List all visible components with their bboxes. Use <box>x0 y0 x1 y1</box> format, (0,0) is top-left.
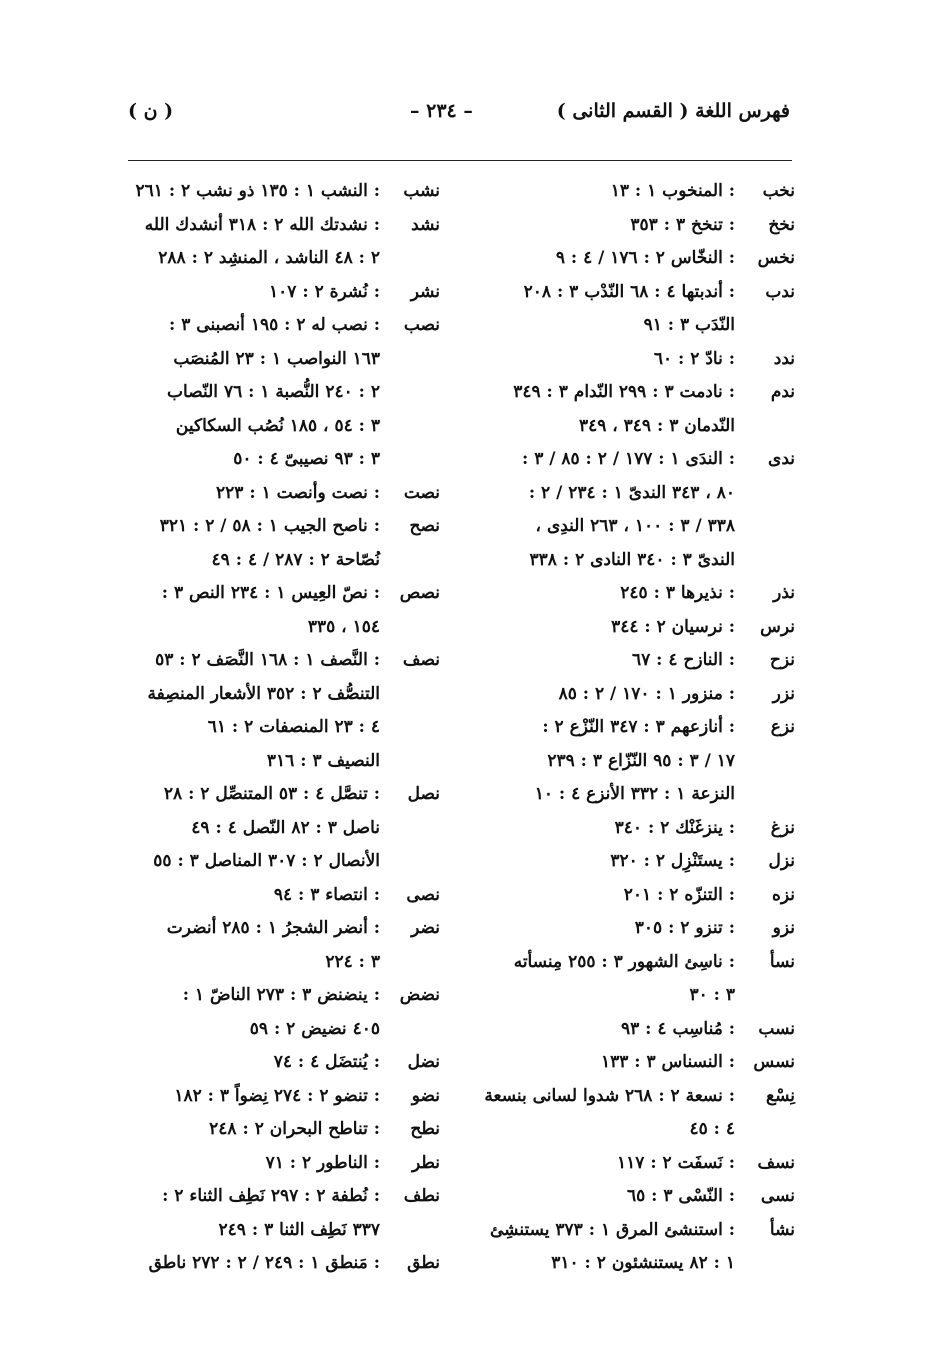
entry-root: نخخ <box>768 214 795 235</box>
index-entry <box>135 879 440 913</box>
entry-line: : مُناسِب ٤ : ٩٣ <box>621 1018 735 1039</box>
section-letter: ( ن ) <box>128 100 174 122</box>
entry-root: نزو <box>772 918 795 938</box>
entry-line: النّدمان ٣ : ٣٤٩ ، ٣٤٩ <box>578 415 735 436</box>
entry-line: ناصل ٣ : ٨٢ النّصل ٤ : ٤٩ <box>191 817 380 838</box>
entry-references <box>490 611 735 645</box>
entry-root: نصب <box>403 315 440 335</box>
index-entry <box>135 209 440 276</box>
entry-root: نسف <box>757 1152 795 1173</box>
entry-line: ٤٠٥ نضيض ٢ : ٥٩ <box>249 1018 380 1039</box>
entry-root: نضض <box>399 985 440 1005</box>
entry-references <box>490 912 735 946</box>
entry-line: ٤ : ٤٥ <box>689 1119 735 1139</box>
entry-line: : منزور ١ : ١٧٠ / ٢ : ٨٥ <box>558 683 735 704</box>
entry-line: الندىّ ٣ : ٣٤٠ النادى ٢ : ٣٣٨ <box>529 549 735 570</box>
entry-root: نسى <box>760 1186 795 1206</box>
entry-line: : تنضو ٢ : ٢٧٤ نِضواً ٣ : ١٨٢ <box>174 1085 380 1106</box>
entry-root: نسأ <box>769 951 795 972</box>
index-entry <box>490 912 795 946</box>
index-entry <box>490 443 795 577</box>
index-entry <box>135 577 440 644</box>
entry-line: : الناطور ٢ : ٧١ <box>265 1152 380 1173</box>
entry-root: نضو <box>411 1085 440 1106</box>
entry-line: : نُطفة ٢ : ٢٩٧ نَطِف الثناء ٢ : <box>162 1186 380 1206</box>
index-entry <box>490 845 795 879</box>
entry-root: نذر <box>773 583 795 603</box>
entry-line: : نصّ العِيس ١ : ٢٣٤ النص ٣ : <box>161 583 380 603</box>
index-title: فهرس اللغة ( القسم الثانى ) <box>556 100 790 122</box>
index-entry <box>135 309 440 477</box>
entry-line: : النشب ١ : ١٣٥ ذو نشب ٢ : ٢٦١ <box>135 181 380 201</box>
entry-root: ندم <box>770 382 795 402</box>
entry-references <box>135 1147 380 1181</box>
index-entry <box>135 644 440 778</box>
entry-line: : نصت وأنصت ١ : ٢٢٣ <box>216 482 380 503</box>
entry-line: : أنازعهم ٣ : ٣٤٧ النّزْع ٢ : <box>542 717 735 737</box>
entry-line: : النسناس ٣ : ١٣٣ <box>600 1052 735 1072</box>
entry-line: ٣ : ٥٤ ، ١٨٥ نُصُب السكاكين <box>175 415 380 436</box>
entry-references <box>490 276 735 343</box>
entry-references <box>490 1180 735 1214</box>
entry-line: النصيف ٣ : ٣١٦ <box>266 750 380 771</box>
index-entry <box>490 209 795 243</box>
entry-references <box>135 1046 380 1080</box>
entry-references <box>135 912 380 979</box>
entry-line: نُصّاحة ٢ : ٢٨٧ / ٤ : ٤٩ <box>211 549 380 570</box>
index-entry <box>135 778 440 879</box>
index-entry <box>490 276 795 343</box>
entry-line: : ناسِئ الشهور ٣ : ٢٥٥ مِنسأته <box>513 951 735 972</box>
entry-line: التنصُّف ٢ : ٣٥٢ الأشعار المنصِفة <box>147 683 380 704</box>
entry-root: نضر <box>411 918 440 938</box>
entry-line: : تنزو ٢ : ٣٠٥ <box>634 918 735 938</box>
entry-references <box>490 678 735 712</box>
entry-root: نسب <box>758 1018 795 1039</box>
index-entry <box>490 946 795 1013</box>
entry-line: ٤ : ٢٣ المنصفات ٢ : ٦١ <box>207 717 380 737</box>
entry-root: نِسْع <box>766 1085 795 1106</box>
entry-root: نصح <box>409 516 440 536</box>
entry-line: : النَّصف ١ : ١٦٨ النَّصَف ٢ : ٥٣ <box>155 650 380 670</box>
index-entry <box>490 1046 795 1080</box>
entry-references <box>490 175 735 209</box>
index-entry <box>490 879 795 913</box>
index-entry <box>135 1080 440 1114</box>
entry-root: نطر <box>411 1152 440 1173</box>
left-column <box>135 175 440 1281</box>
index-entry <box>490 343 795 377</box>
entry-line: : المنخوب ١ : ١٣ <box>610 181 735 201</box>
index-entry <box>490 644 795 678</box>
entry-line: : مَنطق ١ : ٢٤٩ / ٢ : ٢٧٢ ناطق <box>148 1253 380 1273</box>
entry-references <box>135 510 380 577</box>
index-entry <box>135 276 440 310</box>
entry-references <box>490 946 735 1013</box>
entry-root: نزع <box>770 717 795 737</box>
index-entry <box>135 1147 440 1181</box>
page-number: – ٢٣٤ – <box>410 100 473 122</box>
index-entry <box>490 1214 795 1281</box>
right-column <box>484 175 795 1281</box>
entry-references <box>490 209 735 243</box>
entry-line: : النازح ٤ : ٦٧ <box>631 650 735 670</box>
entry-line: : يستَنْزِل ٢ : ٣٢٠ <box>610 851 735 871</box>
entry-root: نصى <box>406 884 440 905</box>
entry-line: : ينضنض ٣ : ٢٧٣ الناضّ ١ : <box>182 985 380 1005</box>
entry-root: ندد <box>773 348 795 369</box>
entry-references <box>490 443 735 577</box>
entry-root: نطح <box>410 1119 440 1139</box>
entry-line: ٣٣٧ نَطِف الثنا ٣ : ٢٤٩ <box>218 1219 380 1240</box>
entry-line: : تنصَّل ٤ : ٥٣ المتنصِّل ٢ : ٢٨ <box>163 784 380 804</box>
entry-root: نزر <box>772 683 795 704</box>
entry-line: : النخّاس ٢ : ١٧٦ / ٤ : ٩ <box>555 248 735 268</box>
index-entry <box>135 979 440 1046</box>
entry-references <box>490 1013 735 1047</box>
index-entry <box>135 1180 440 1247</box>
entry-root: نشأ <box>769 1219 795 1240</box>
entry-references <box>135 477 380 511</box>
entry-root: نطق <box>407 1253 440 1273</box>
entry-references <box>490 812 735 846</box>
entry-root: نصص <box>399 583 440 603</box>
entry-references <box>490 845 735 879</box>
entry-root: نزح <box>769 650 795 670</box>
entry-references <box>490 577 735 611</box>
index-entry <box>490 1147 795 1181</box>
entry-root: نصف <box>402 650 440 670</box>
entry-line: : ينزغَنْك ٢ : ٣٤٠ <box>614 817 735 838</box>
entry-references <box>490 376 735 443</box>
entry-references <box>135 309 380 477</box>
entry-root: نزه <box>771 884 795 905</box>
entry-root: نرس <box>760 616 795 637</box>
index-entry <box>135 510 440 577</box>
entry-root: نزل <box>768 851 795 871</box>
index-entry <box>135 175 440 209</box>
entry-line: ٣٣٨ / ٣ : ١٠٠ ، ٢٦٣ الندِى ، <box>535 516 735 536</box>
entry-line: ٣ : ٣٠ <box>689 985 735 1005</box>
entry-line: : تنخخ ٣ : ٣٥٣ <box>630 214 735 235</box>
entry-line: : أنضر الشجرُ ١ : ٢٨٥ أنضرت <box>166 918 380 938</box>
entry-line: ١ : ٨٢ يستنشئون ٢ : ٣١٠ <box>551 1253 735 1273</box>
entry-references <box>490 1214 735 1281</box>
entry-references <box>135 175 380 209</box>
entry-line: : التنزّه ٢ : ٢٠١ <box>623 884 735 905</box>
entry-line: : تناطح البحران ٢ : ٢٤٨ <box>209 1119 380 1139</box>
entry-references <box>490 1147 735 1181</box>
entry-line: النزعة ١ : ٣٣٢ الأنزع ٤ : ١٠ <box>534 784 735 804</box>
entry-root: ندى <box>768 449 795 469</box>
page-header <box>120 100 800 132</box>
entry-references <box>135 778 380 879</box>
index-entry <box>490 611 795 645</box>
entry-line: ٣ : ٩٣ نصيبىّ ٤ : ٥٠ <box>233 449 380 469</box>
entry-root: نطف <box>403 1186 440 1206</box>
entry-root: نخس <box>757 248 795 268</box>
entry-line: ٣ : ٢٢٤ <box>325 951 380 972</box>
entry-references <box>490 711 735 812</box>
entry-references <box>135 979 380 1046</box>
entry-references <box>135 209 380 276</box>
entry-references <box>135 276 380 310</box>
entry-line: ٢ : ٢٤٠ النُّصبة ١ : ٧٦ النّصاب <box>167 382 380 402</box>
entry-line: ١٦٣ النواصب ١ : ٢٣ المُنصَب <box>173 348 380 369</box>
entry-line: : أندبتها ٤ : ٦٨ النّدْب ٣ : ٢٠٨ <box>523 281 735 302</box>
index-entry <box>135 477 440 511</box>
entry-line: : استنشئ المرق ١ : ٣٧٣ يستنشِئ <box>490 1219 735 1240</box>
entry-line: : يُنتضَل ٤ : ٧٤ <box>273 1052 380 1072</box>
header-rule <box>128 160 792 161</box>
index-entry <box>490 175 795 209</box>
entry-line: الأنصال ٢ : ٣٠٧ المناصل ٣ : ٥٥ <box>153 851 380 871</box>
entry-line: ١٥٤ ، ٣٣٥ <box>307 616 380 637</box>
entry-references <box>135 1247 380 1281</box>
entry-references <box>135 644 380 778</box>
index-entry <box>484 1080 795 1147</box>
entry-line: : انتصاء ٣ : ٩٤ <box>273 884 380 905</box>
index-entry <box>490 1013 795 1047</box>
entry-references <box>135 1113 380 1147</box>
entry-line: ٨٠ ، ٣٤٣ الندىّ ١ : ٢٣٤ / ٢ : <box>528 482 735 503</box>
entry-line: ٢ : ٤٨ الناشد ، المنشِد ٢ : ٢٨٨ <box>158 248 380 268</box>
entry-line: : نشدتك الله ٢ : ٣١٨ أنشدك الله <box>144 214 380 235</box>
entry-references <box>484 1080 735 1147</box>
entry-line: : نادّ ٢ : ٦٠ <box>653 348 735 369</box>
entry-root: نسس <box>753 1052 795 1072</box>
entry-line: : نذيرها ٣ : ٢٤٥ <box>620 583 735 603</box>
index-entry <box>490 711 795 812</box>
entry-references <box>135 1180 380 1247</box>
entry-references <box>135 879 380 913</box>
entry-line: : ناصح الجيب ١ : ٥٨ / ٢ : ٣٢١ <box>159 516 380 536</box>
entry-references <box>490 644 735 678</box>
entry-line: : الندَى ١ : ١٧٧ / ٢ : ٨٥ / ٣ : <box>521 449 735 469</box>
index-entry <box>135 1046 440 1080</box>
index-entry <box>490 1180 795 1214</box>
entry-root: نزغ <box>770 817 795 838</box>
index-entry <box>490 376 795 443</box>
index-entry <box>135 1247 440 1281</box>
entry-root: نشب <box>403 181 440 201</box>
entry-line: النّدَب ٣ : ٩١ <box>643 315 735 335</box>
entry-root: نصل <box>407 784 440 804</box>
entry-root: نخب <box>762 181 795 201</box>
entry-line: : نادمت ٣ : ٢٩٩ النّدام ٣ : ٣٤٩ <box>513 382 735 402</box>
index-entry <box>135 912 440 979</box>
index-entry <box>490 577 795 611</box>
entry-root: نصت <box>403 482 440 503</box>
entry-root: ندب <box>765 281 795 302</box>
entry-references <box>490 343 735 377</box>
entry-references <box>135 1080 380 1114</box>
entry-references <box>135 577 380 644</box>
index-entry <box>490 678 795 712</box>
entry-root: نشر <box>410 281 440 302</box>
entry-references <box>490 879 735 913</box>
entry-line: : نسعة ٢ : ٢٦٨ شدوا لسانى بنسعة <box>484 1085 735 1106</box>
index-entry <box>490 812 795 846</box>
entry-line: : نصب له ٢ : ١٩٥ أنصبنى ٣ : <box>169 315 380 335</box>
entry-line: : نرسيان ٢ : ٣٤٤ <box>611 616 735 637</box>
entry-references <box>490 242 735 276</box>
entry-root: نشد <box>411 214 440 235</box>
entry-root: نضل <box>407 1052 440 1072</box>
entry-references <box>490 1046 735 1080</box>
index-entry <box>135 1113 440 1147</box>
index-entry <box>490 242 795 276</box>
entry-line: : النّسْى ٣ : ٦٥ <box>626 1186 735 1206</box>
entry-line: : نَسفَت ٢ : ١١٧ <box>617 1152 735 1173</box>
entry-line: : نُشرة ٢ : ١٠٧ <box>269 281 380 302</box>
entry-line: ١٧ / ٣ : ٩٥ النّزّاع ٣ : ٢٣٩ <box>547 750 735 771</box>
